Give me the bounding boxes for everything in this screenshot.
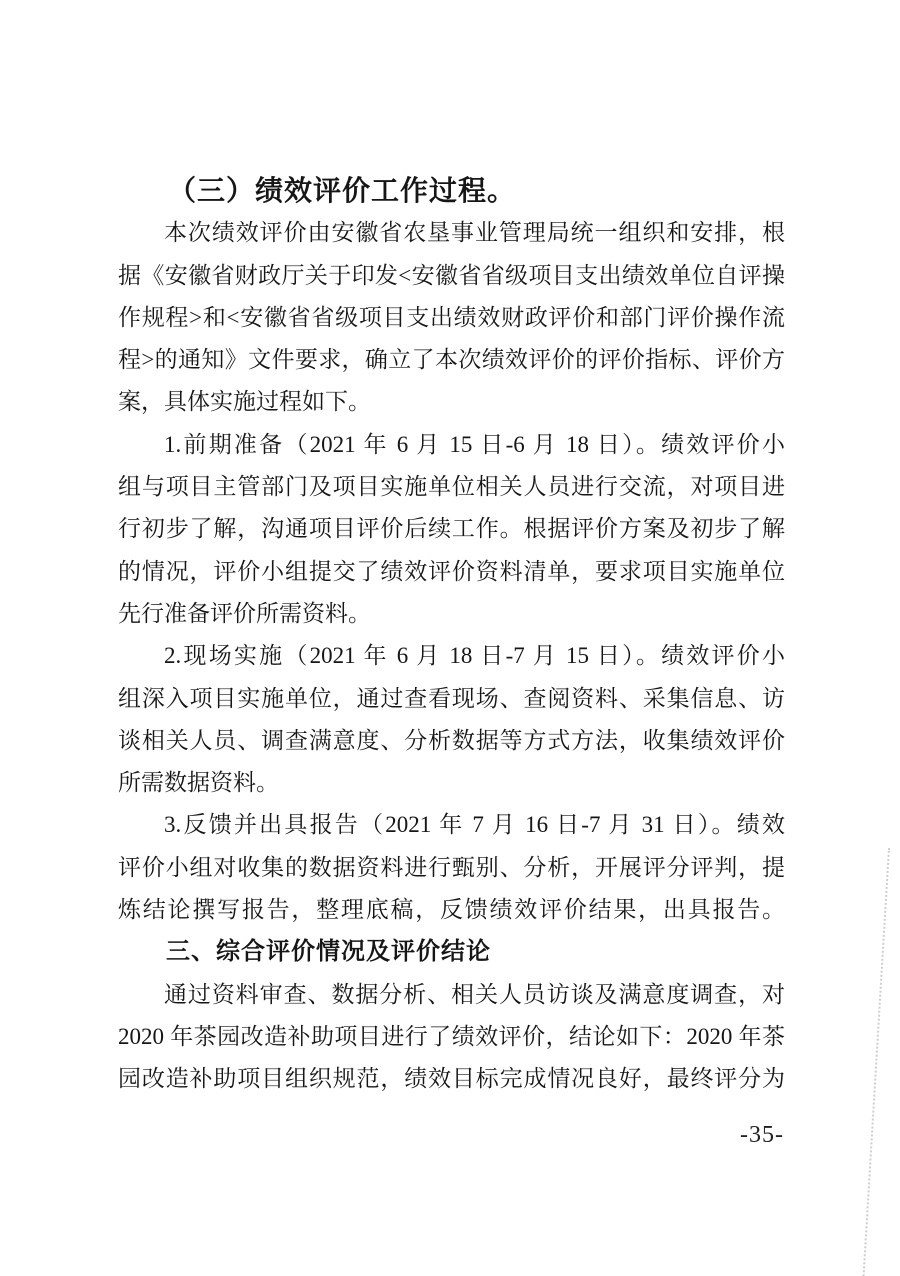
text-line: 程>的通知》文件要求，确立了本次绩效评价的评价指标、评价方 [118, 347, 785, 373]
text-line: 作规程>和<安徽省省级项目支出绩效财政评价和部门评价操作流 [118, 304, 785, 330]
text-line: 评价小组对收集的数据资料进行甄别、分析，开展评分评判，提 [118, 854, 785, 880]
text-line: 先行准备评价所需资料。 [118, 600, 371, 626]
page-number: -35- [740, 1122, 784, 1148]
text-line: 的情况，评价小组提交了绩效评价资料清单，要求项目实施单位 [118, 558, 785, 584]
text-line: 2.现场实施（2021 年 6 月 18 日-7 月 15 日）。绩效评价小 [164, 643, 785, 669]
section-heading: （三）绩效评价工作过程。 [168, 175, 517, 206]
scan-artifact-line [862, 848, 890, 1276]
document-body [118, 170, 785, 1101]
text-line: 炼结论撰写报告，整理底稿，反馈绩效评价结果，出具报告。 [118, 897, 785, 923]
text-line: 行初步了解，沟通项目评价后续工作。根据评价方案及初步了解 [118, 516, 785, 542]
text-line: 1.前期准备（2021 年 6 月 15 日-6 月 18 日）。绩效评价小 [164, 431, 785, 457]
text-line: 组深入项目实施单位，通过查看现场、查阅资料、采集信息、访 [118, 685, 785, 711]
text-line: 2020 年茶园改造补助项目进行了绩效评价，结论如下：2020 年茶 [118, 1023, 785, 1049]
text-line: 谈相关人员、调查满意度、分析数据等方式方法，收集绩效评价 [118, 727, 785, 753]
text-line: 所需数据资料。 [118, 770, 279, 796]
text-line: 园改造补助项目组织规范，绩效目标完成情况良好，最终评分为 [118, 1066, 785, 1092]
text-line: 3.反馈并出具报告（2021 年 7 月 16 日-7 月 31 日）。绩效 [164, 812, 785, 838]
section-heading: 三、综合评价情况及评价结论 [166, 938, 491, 966]
text-line: 组与项目主管部门及项目实施单位相关人员进行交流，对项目进 [118, 474, 785, 500]
text-line: 案，具体实施过程如下。 [118, 389, 371, 415]
text-line: 本次绩效评价由安徽省农垦事业管理局统一组织和安排，根 [164, 220, 785, 246]
text-line: 据《安徽省财政厅关于印发<安徽省省级项目支出绩效单位自评操 [118, 262, 785, 288]
text-line: 通过资料审查、数据分析、相关人员访谈及满意度调查，对 [164, 981, 785, 1007]
